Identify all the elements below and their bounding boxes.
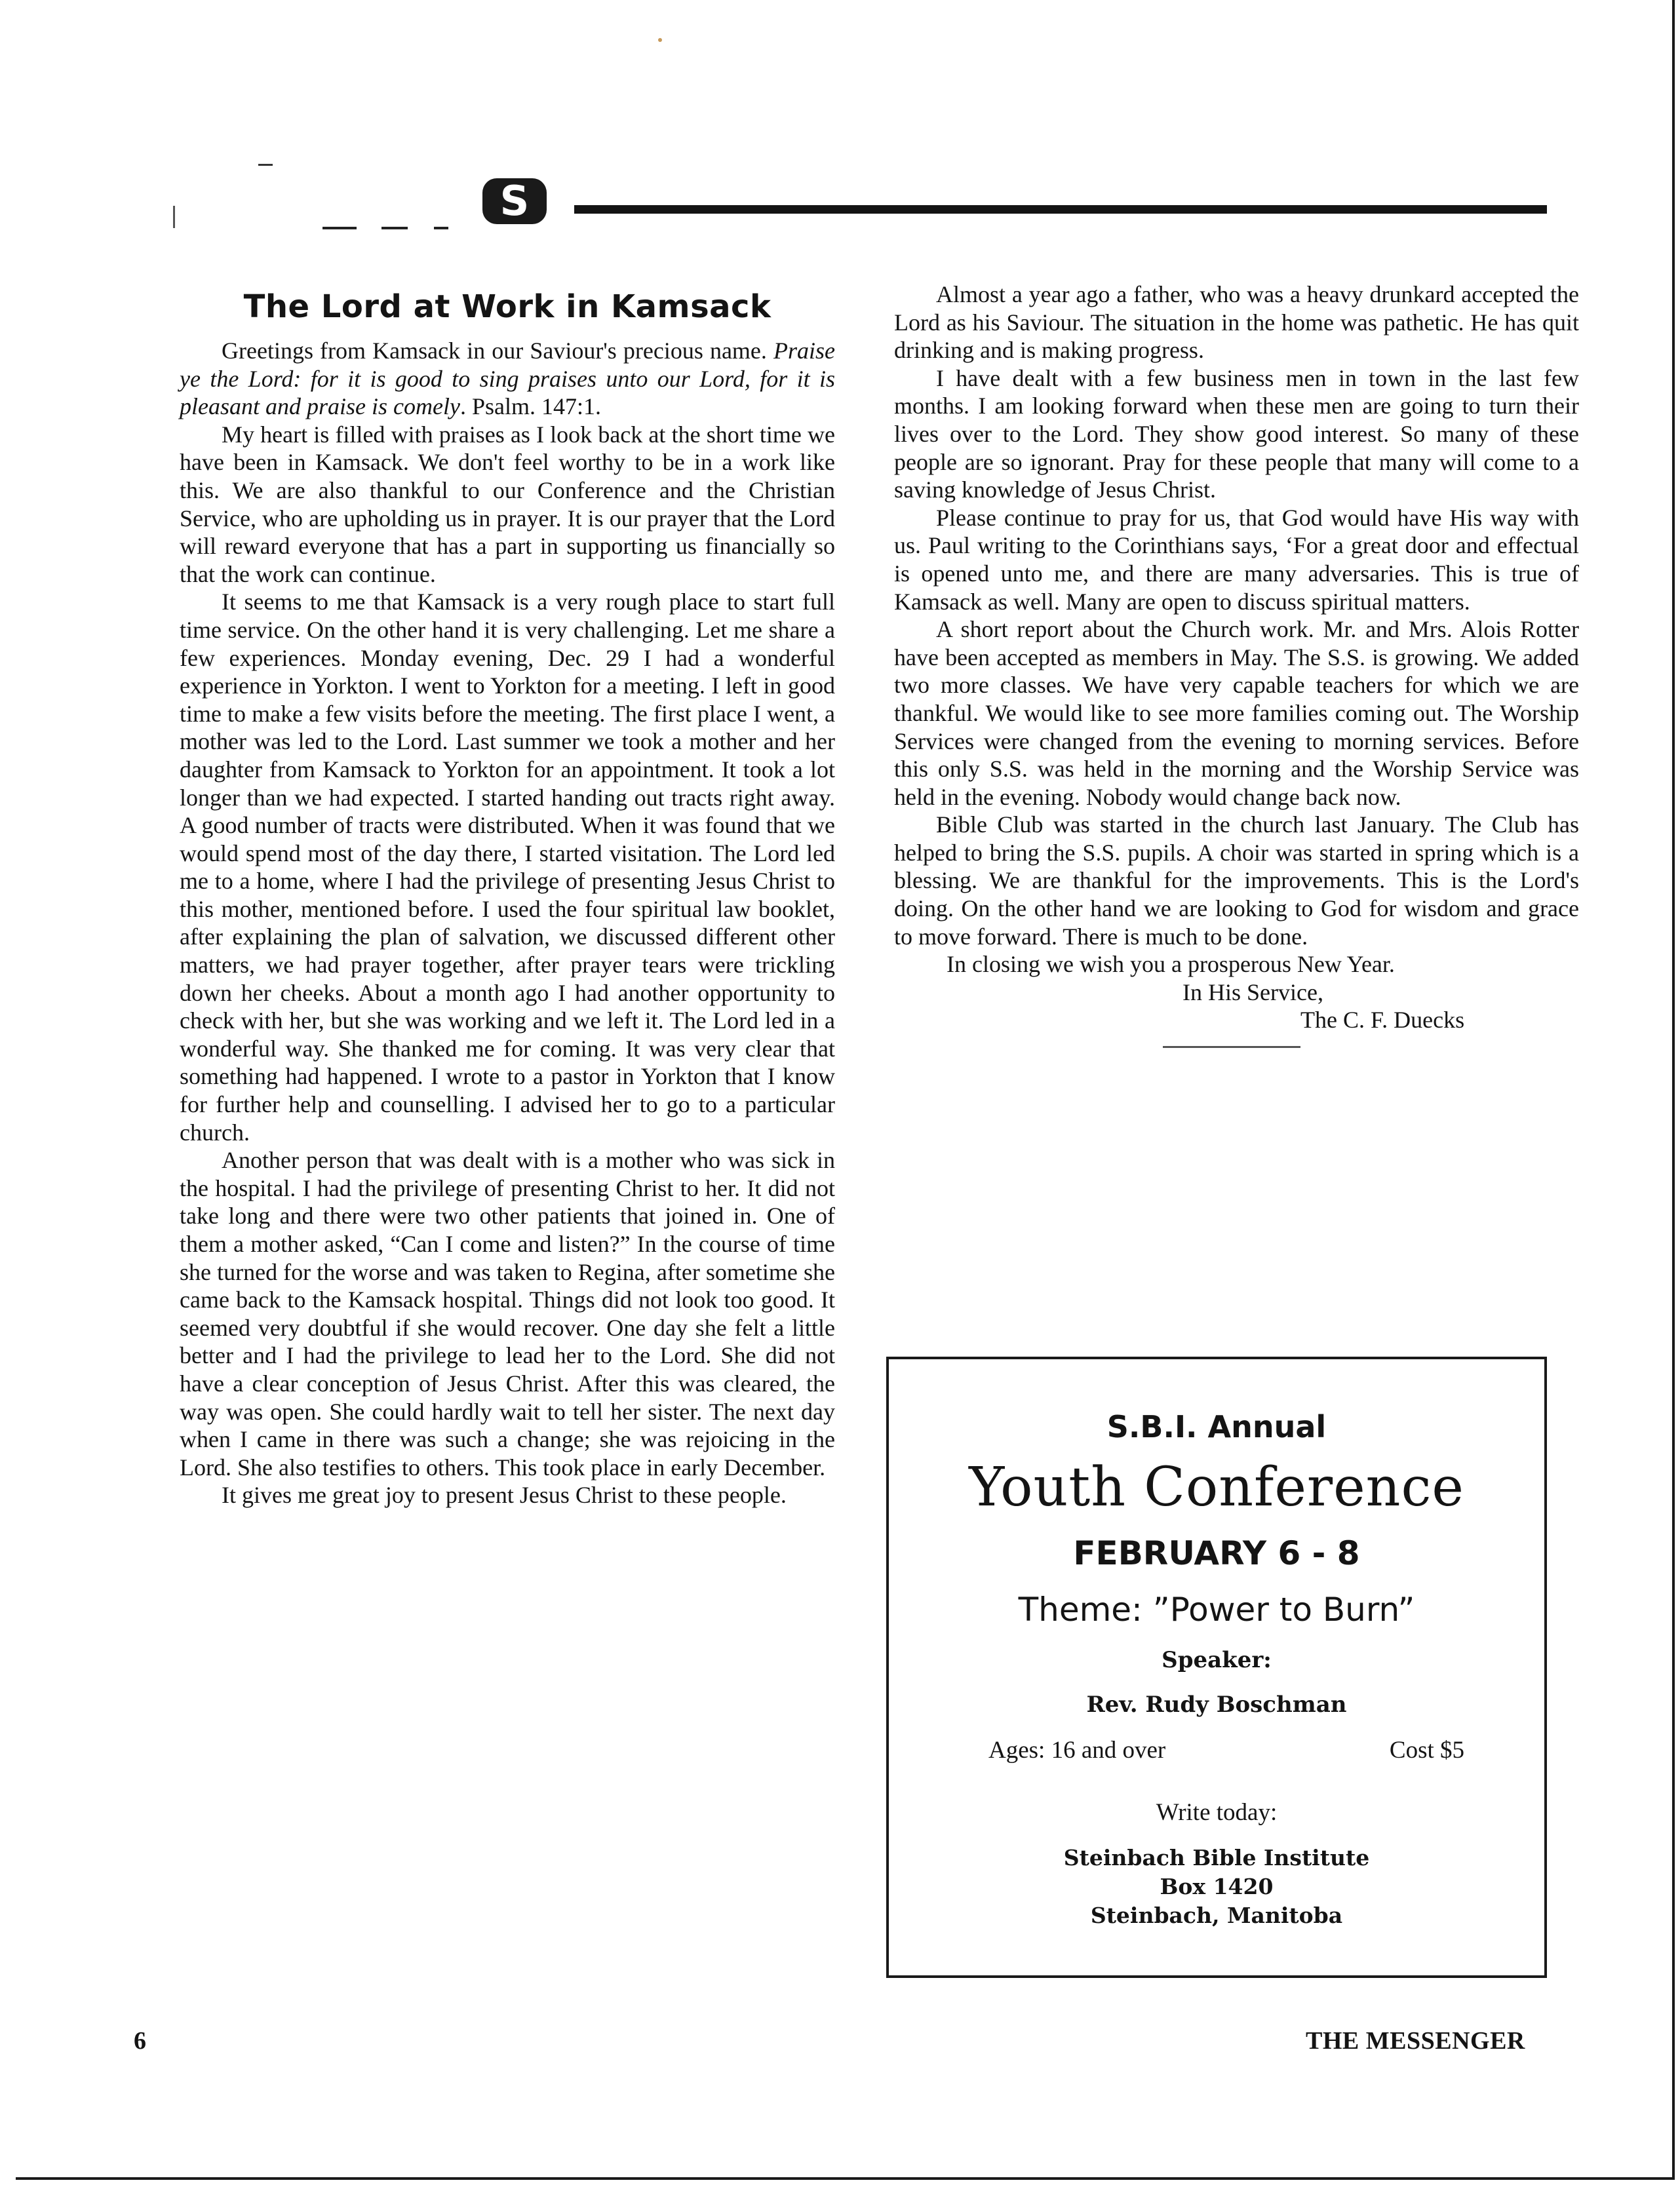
magazine-name: THE MESSENGER	[1306, 2027, 1525, 2055]
ad-speaker: Rev. Rudy Boschman	[1086, 1692, 1347, 1718]
ad-org-line: S.B.I. Annual	[1106, 1409, 1327, 1444]
conference-ad	[886, 1357, 1547, 1978]
article-title: The Lord at Work in Kamsack	[243, 288, 772, 325]
ad-ages-cost-row	[889, 1736, 1544, 1764]
section-heading-fragment	[173, 203, 481, 229]
ad-dates: FEBRUARY 6 - 8	[1073, 1534, 1360, 1572]
scripture-quote: Praise ye the Lord: for it is good to sing praises unto our Lord, for it is pleasant and praise is comely	[180, 338, 835, 420]
section-letter: S	[482, 178, 547, 224]
ad-address-line: Steinbach, Manitoba	[1090, 1903, 1343, 1928]
article-paragraph: Bible Club was started in the church last January. The Club has helped to bring the S.S. pupils. A choir was started in spring which is a blessing. We are thankful for the improvements. This is the Lord's doing. On the other hand we are looking to God for wisdom and grace to move forward. There is much to be done.	[894, 811, 1579, 950]
header-rule	[574, 205, 1547, 214]
article-paragraph: Greetings from Kamsack in our Saviour's precious name. Praise ye the Lord: for it is good to sing praises unto our Lord, for it is pleasant and praise is comely. Psalm. 147:1.	[180, 338, 835, 420]
scan-speck	[658, 38, 662, 42]
article-paragraph: A short report about the Church work. Mr. and Mrs. Alois Rotter have been accepted as members in May. The S.S. is growing. We added two more classes. We have very capable teachers for which we are thankful. We would like to see more families coming out. The Worship Services were changed from the evening to morning services. Before this only S.S. was held in the morning and the Worship Service was held in the evening. Nobody would change back now.	[894, 616, 1579, 810]
article-paragraph: It gives me great joy to present Jesus Christ to these people.	[222, 1482, 787, 1509]
ad-cost: Cost $5	[1389, 1737, 1464, 1764]
ad-address-line: Steinbach Bible Institute	[1063, 1845, 1370, 1870]
article-paragraph: I have dealt with a few business men in town in the last few months. I am looking forward when these men are going to turn their lives over to the Lord. They show good interest. So many of these people are so ignorant. Pray for these people that many will come to a saving knowledge of Jesus Christ.	[894, 364, 1579, 503]
divider	[1163, 1046, 1300, 1048]
ad-theme: Theme: ”Power to Burn”	[1018, 1591, 1415, 1629]
ad-address	[889, 1844, 1544, 1930]
article-paragraph: Another person that was dealt with is a mother who was sick in the hospital. I had the privilege of presenting Christ to her. It did not take long and there were two other patients that joined in. One of them a mother asked, “Can I come and listen?” In the course of time she turned for the worse and was taken to Regina, after sometime she came back to the Kamsack hospital. Things did not look too good. It seemed very doubtful if she would recover. One day she felt a little better and I had the privilege to lead her to the Lord. She did not have a clear conception of Jesus Christ. After this was cleared, the way was open. She could hardly wait to tell her sister. The next day when I came in there was such a change; she was rejoicing in the Lord. She also testifies to others. This took place in early December.	[180, 1147, 835, 1481]
ad-speaker-label: Speaker:	[1162, 1647, 1272, 1673]
closing-line: In closing we wish you a prosperous New Year.	[947, 951, 1395, 978]
article-paragraph: My heart is filled with praises as I look back at the short time we have been in Kamsack. We don't feel worthy to be in a work like this. We are also thankful to our Conference and the Christian Service, who are upholding us in prayer. It is our prayer that the Lord will reward everyone that has a part in supporting us financially so that the work can continue.	[180, 421, 835, 587]
article-column-left	[180, 288, 835, 1509]
scan-mark	[258, 164, 273, 166]
article-paragraph: Almost a year ago a father, who was a heavy drunkard accepted the Lord as his Saviour. The situation in the home was pathetic. He has quit drinking and is making progress.	[894, 281, 1579, 364]
signature: The C. F. Duecks	[1300, 1007, 1465, 1034]
ad-title: Youth Conference	[969, 1456, 1464, 1519]
article-paragraph: Please continue to pray for us, that God would have His way with us. Paul writing to the Corinthians says, ‘For a great door and effectual is opened unto me, and there are many adversaries. This is true of Kamsack as well. Many are open to discuss spiritual matters.	[894, 504, 1579, 615]
page-number: 6	[134, 2027, 146, 2055]
article-column-right	[894, 281, 1579, 1048]
ad-address-line: Box 1420	[1160, 1874, 1274, 1899]
magazine-page	[16, 0, 1675, 2180]
signoff: In His Service,	[1182, 978, 1323, 1005]
ad-write-today: Write today:	[1156, 1799, 1278, 1826]
ad-ages: Ages: 16 and over	[988, 1737, 1166, 1764]
article-paragraph: It seems to me that Kamsack is a very rough place to start full time service. On the other hand it is very challenging. Let me share a few experiences. Monday evening, Dec. 29 I had a wonderful experience in Yorkton. I went to Yorkton for a meeting. I left in good time to make a few visits before the meeting. The first place I went, a mother was led to the Lord. Last summer we took a mother and her daughter from Kamsack to Yorkton for an appointment. It took a lot longer than we had expected. I started handing out tracts right away. A good number of tracts were distributed. When it was found that we would spend most of the day there, I started visitation. The Lord led me to a home, where I had the privilege of presenting Jesus Christ to this mother, mentioned before. I used the four spiritual law booklet, after explaining the plan of salvation, we discussed different other matters, we had prayer together, after prayer tears were trickling down her cheeks. About a month ago I had another opportunity to check with her, but she was working and we left it. The Lord led in a wonderful way. She thanked me for coming. It was very clear that something had happened. I wrote to a pastor in Yorkton that I know for further help and counselling. I advised her to go to a particular church.	[180, 589, 835, 1146]
article-closing	[894, 950, 1579, 1034]
